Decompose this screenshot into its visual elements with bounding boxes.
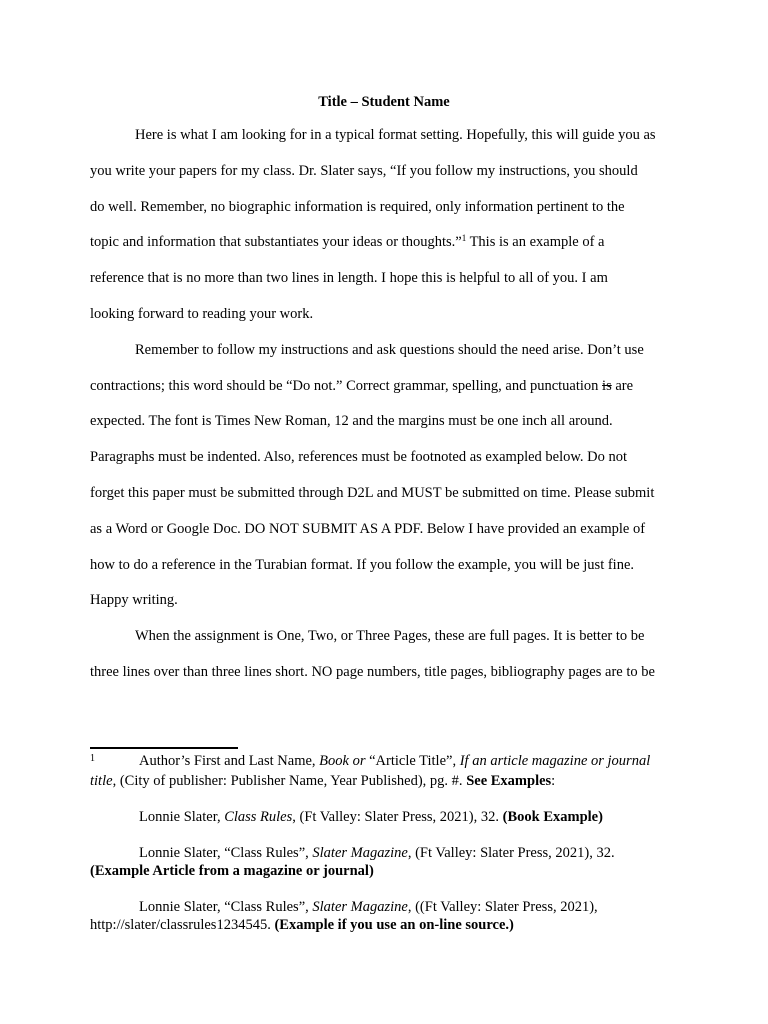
footnote-italic-text: If an article magazine or journal — [459, 753, 651, 769]
example-url-text: http://slater/classrules1234545. — [90, 917, 275, 933]
example-italic-text: Slater Magazine — [312, 845, 408, 861]
paragraph-1-line-6: looking forward to reading your work. — [90, 305, 314, 322]
footnote-text: Author’s First and Last Name, — [139, 753, 320, 769]
footnote-text: : — [551, 773, 556, 789]
example-text: Lonnie Slater, “Class Rules”, — [139, 899, 313, 915]
footnote-text: “Article Title”, — [365, 753, 460, 769]
paragraph-3-line-2: three lines over than three lines short. NO page numbers, title pages, bibliography pages are to be — [90, 663, 655, 680]
paragraph-2-line-6: as a Word or Google Doc. DO NOT SUBMIT AS A PDF. Below I have provided an example of — [90, 520, 646, 537]
footnote-text: , (City of publisher: Publisher Name, Year Published), pg. #. — [112, 773, 467, 789]
paragraph-2-line-2 — [90, 369, 690, 405]
paragraph-1-line-3: do well. Remember, no biographic information is required, only information pertinent to the — [90, 198, 625, 215]
paragraph-2-line-2-rest: are — [611, 377, 634, 394]
page-title: Title – Student Name — [318, 94, 450, 110]
book-example — [90, 808, 690, 826]
paragraph-3-line-1: When the assignment is One, Two, or Three Pages, these are full pages. It is better to be — [135, 628, 645, 645]
paragraph-1-line-4-text: topic and information that substantiates your ideas or thoughts.” — [90, 234, 462, 251]
article-example-line-2 — [90, 862, 690, 880]
example-italic-text: Class Rules — [224, 809, 293, 825]
example-text: , ((Ft Valley: Slater Press, 2021), — [407, 899, 598, 915]
footnote-line-2 — [90, 772, 690, 790]
example-text: Lonnie Slater, “Class Rules”, — [139, 845, 313, 861]
footnote-bold-text: See Examples — [466, 773, 552, 789]
paragraph-2-line-3: expected. The font is Times New Roman, 12 and the margins must be one inch all around. — [90, 413, 613, 430]
example-text: , (Ft Valley: Slater Press, 2021), 32. — [292, 809, 503, 825]
footnote-italic-text: title — [90, 773, 113, 789]
article-example-line-1 — [90, 844, 690, 862]
paragraph-1-line-4-rest: This is an example of a — [466, 234, 605, 251]
example-text: , (Ft Valley: Slater Press, 2021), 32. — [407, 845, 615, 861]
footnote-marker: 1 — [90, 753, 95, 764]
example-italic-text: Slater Magazine — [312, 899, 408, 915]
footnote-line-1 — [90, 752, 690, 772]
online-example-line-1 — [90, 898, 690, 916]
footnote-italic-text: Book or — [319, 753, 366, 769]
paragraph-1-line-4 — [90, 225, 690, 261]
paragraph-2-line-4: Paragraphs must be indented. Also, references must be footnoted as exampled below. Do not — [90, 449, 628, 466]
example-text: Lonnie Slater, — [139, 809, 225, 825]
strikethrough-text: is — [602, 377, 612, 394]
online-example-line-2 — [90, 916, 690, 934]
paragraph-1-line-1: Here is what I am looking for in a typical format setting. Hopefully, this will guide you as — [135, 127, 656, 143]
document-body — [90, 118, 690, 691]
paragraph-1-line-5: reference that is no more than two lines in length. I hope this is helpful to all of you. I am — [90, 270, 608, 287]
example-label: (Book Example) — [502, 809, 603, 825]
paragraph-2-line-5: forget this paper must be submitted through D2L and MUST be submitted on time. Please submit — [90, 484, 655, 501]
paragraph-1-line-2: you write your papers for my class. Dr. Slater says, “If you follow my instructions, you should — [90, 162, 638, 179]
paragraph-2-line-7: how to do a reference in the Turabian format. If you follow the example, you will be just fine. — [90, 556, 635, 573]
footnote-section — [90, 752, 690, 934]
example-label: (Example Article from a magazine or journal) — [90, 863, 374, 879]
paragraph-2-line-2-text: contractions; this word should be “Do not.” Correct grammar, spelling, and punctuation — [90, 377, 603, 394]
paragraph-2-line-8: Happy writing. — [90, 592, 178, 609]
example-label: (Example if you use an on-line source.) — [274, 917, 514, 933]
footnote-separator — [90, 747, 238, 749]
paragraph-2-line-1: Remember to follow my instructions and ask questions should the need arise. Don’t use — [135, 341, 644, 358]
footnote-reference: 1 — [461, 233, 467, 244]
